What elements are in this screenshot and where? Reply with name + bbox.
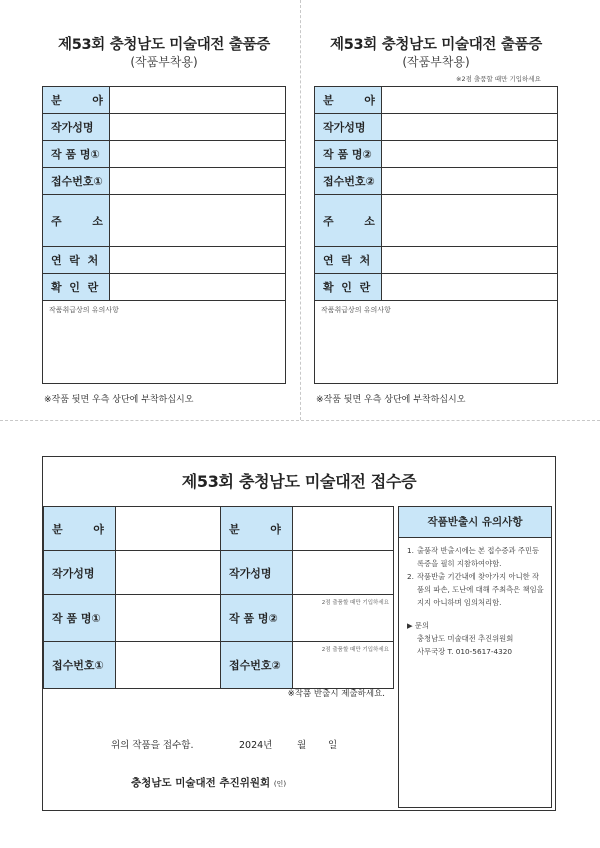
receipt-year: 2024년 [239,740,273,751]
label-name: 작가성명 [315,114,382,141]
return-notice-header: 작품반출시 유의사항 [399,507,551,538]
input-name[interactable] [382,114,558,141]
label-field: 분 야 [315,87,382,114]
receipt-statement: 위의 작품을 접수함. [111,740,194,751]
label-work2: 작 품 명② [315,141,382,168]
input-recv1[interactable] [116,642,221,689]
memo-area[interactable] [43,301,286,384]
cut-line-vertical [300,0,301,420]
label-name: 작가성명 [221,551,293,595]
input-recv1[interactable] [110,168,286,195]
organizer-name: 충청남도 미술대전 추진위원회 [131,777,271,789]
inquiry-org: 충청남도 미술대전 추진위원회 [417,634,514,643]
label-work1: 작 품 명① [43,141,110,168]
input-work2[interactable] [382,141,558,168]
label-confirm: 확 인 란 [315,274,382,301]
seal-mark: (인) [273,780,287,788]
label-confirm: 확 인 란 [43,274,110,301]
input-address[interactable] [110,195,286,247]
label-name: 작가성명 [43,114,110,141]
label-field: 분 야 [44,507,116,551]
label-work2: 작 품 명② [221,595,293,642]
input-contact[interactable] [110,247,286,274]
notice-item [407,544,545,570]
inquiry-contact: 사무국장 T. 010-5617-4320 [417,647,513,656]
label-field: 분 야 [221,507,293,551]
two-entry-note: 2점 출품할 때만 기입하세요 [321,647,389,653]
input-name-2[interactable] [293,551,394,595]
label-contact: 연 락 처 [315,247,382,274]
tag-right-footer: ※작품 뒷면 우측 상단에 부착하십시오 [316,395,466,405]
organizer [131,775,286,790]
two-entry-note: 2점 출품할 때만 기입하세요 [321,600,389,606]
input-recv2[interactable] [293,642,394,689]
notice-text: 작품반출 기간내에 찾아가지 아니한 작품의 파손, 도난에 대해 주최측은 책임을 지지 아니하며 임의처리함. [417,572,544,607]
receipt-day: 일 [328,740,338,751]
label-recv2: 접수번호② [221,642,293,689]
label-address: 주 소 [315,195,382,247]
label-recv1: 접수번호① [43,168,110,195]
notice-number: 1. [407,546,414,555]
return-note: ※작품 반출시 제출하세요. [287,689,385,699]
input-field-1[interactable] [116,507,221,551]
input-work2[interactable] [293,595,394,642]
memo-label: 작품취급상의 유의사항 [321,306,391,314]
input-work1[interactable] [110,141,286,168]
receipt-form [43,506,394,689]
tag-right-subtitle: (작품부착용) [402,55,470,69]
tag-left-form [42,86,286,384]
input-confirm[interactable] [110,274,286,301]
tag-left-subtitle: (작품부착용) [130,55,198,69]
inquiry-block [407,619,545,658]
label-work1: 작 품 명① [44,595,116,642]
tag-right-note: ※2점 출품할 때만 기입하세요 [456,75,541,83]
notice-text: 출품작 반출시에는 본 접수증과 주민등록증을 필히 지참하여야함. [417,546,540,568]
input-confirm[interactable] [382,274,558,301]
receipt-month: 월 [297,740,307,751]
tag-right-title: 제53회 충청남도 미술대전 출품증 [329,37,542,53]
input-recv2[interactable] [382,168,558,195]
receipt-title: 제53회 충청남도 미술대전 접수증 [181,472,417,491]
input-field-2[interactable] [293,507,394,551]
notice-item [407,570,545,609]
input-name-1[interactable] [116,551,221,595]
input-address[interactable] [382,195,558,247]
cut-line-horizontal [0,420,600,421]
label-address: 주 소 [43,195,110,247]
input-field[interactable] [382,87,558,114]
notice-number: 2. [407,572,414,581]
receipt-card [42,456,556,811]
input-field[interactable] [110,87,286,114]
tag-left-footer: ※작품 뒷면 우측 상단에 부착하십시오 [44,395,194,405]
tag-left-title: 제53회 충청남도 미술대전 출품증 [57,37,270,53]
label-contact: 연 락 처 [43,247,110,274]
label-recv2: 접수번호② [315,168,382,195]
input-work1[interactable] [116,595,221,642]
label-recv1: 접수번호① [44,642,116,689]
label-field: 분 야 [43,87,110,114]
tag-right-form [314,86,558,384]
memo-area[interactable] [315,301,558,384]
memo-label: 작품취급상의 유의사항 [49,306,119,314]
inquiry-label: ▶ 문의 [407,621,430,630]
label-name: 작가성명 [44,551,116,595]
input-name[interactable] [110,114,286,141]
input-contact[interactable] [382,247,558,274]
return-notice-panel [398,506,552,808]
